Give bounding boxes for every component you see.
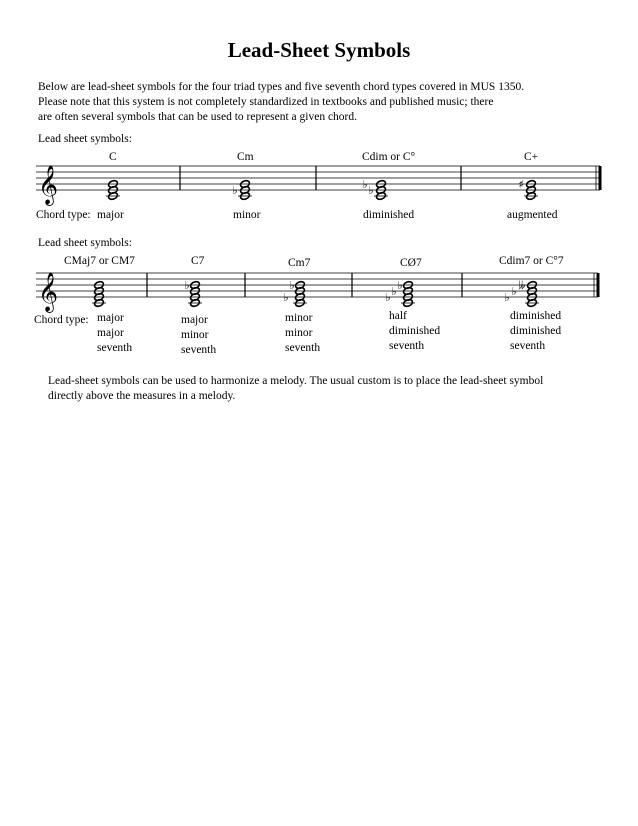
flat-icon: ♭ bbox=[511, 285, 517, 298]
chord-type-word: major bbox=[97, 327, 124, 339]
chord-type-word: minor bbox=[285, 327, 313, 339]
flat-icon: ♭ bbox=[289, 279, 295, 292]
flat-icon: ♭ bbox=[283, 291, 289, 304]
chord-type-word: seventh bbox=[510, 340, 546, 352]
chord-type-word: diminished bbox=[510, 325, 562, 337]
chord-type-word: seventh bbox=[97, 342, 133, 354]
chord-symbol: C+ bbox=[524, 151, 539, 163]
chord-type-word: half bbox=[389, 310, 407, 322]
chord-type-word: diminished bbox=[510, 310, 562, 322]
chord-type: minor bbox=[233, 209, 261, 221]
flat-icon: ♭ bbox=[397, 279, 403, 292]
chord-symbol: C bbox=[109, 151, 117, 163]
flat-icon: ♭ bbox=[391, 285, 397, 298]
flat-icon: ♭ bbox=[362, 178, 368, 191]
closing-line: Lead-sheet symbols can be used to harmonize a melody. The usual custom is to place the lead-sheet symbol bbox=[48, 375, 544, 387]
system2-label: Lead sheet symbols: bbox=[38, 237, 132, 249]
chord-type: major bbox=[97, 209, 124, 221]
intro-line: Below are lead-sheet symbols for the four triad types and five seventh chord types covered in MUS 1350. bbox=[38, 81, 525, 93]
chord-type-word: minor bbox=[181, 329, 209, 341]
chord-type-word: seventh bbox=[181, 344, 217, 356]
flat-icon: ♭ bbox=[385, 291, 391, 304]
treble-clef-icon: 𝄞 bbox=[37, 165, 59, 205]
treble-clef-icon: 𝄞 bbox=[37, 272, 59, 312]
chord-symbol: CØ7 bbox=[400, 257, 422, 269]
chord-symbol: C7 bbox=[191, 255, 205, 267]
chord-type-word: major bbox=[97, 312, 124, 324]
intro-line: are often several symbols that can be used to represent a given chord. bbox=[38, 111, 358, 123]
flat-icon: ♭ bbox=[232, 184, 238, 197]
chord-symbol: Cdim or C° bbox=[362, 151, 416, 163]
flat-icon: ♭ bbox=[504, 291, 510, 304]
chord-symbol: Cm bbox=[237, 151, 254, 163]
chord-symbol: Cdim7 or C°7 bbox=[499, 255, 564, 267]
chord-type-label: Chord type: bbox=[36, 209, 91, 221]
chord-type-word: minor bbox=[285, 312, 313, 324]
chord-type-word: diminished bbox=[389, 325, 441, 337]
system1-label: Lead sheet symbols: bbox=[38, 133, 132, 145]
intro-line: Please note that this system is not completely standardized in textbooks and published music; there bbox=[38, 96, 494, 108]
flat-icon: ♭ bbox=[368, 184, 374, 197]
chord-symbol: CMaj7 or CM7 bbox=[64, 255, 135, 267]
chord-type: diminished bbox=[363, 209, 415, 221]
chord-type: augmented bbox=[507, 209, 558, 221]
double-flat-icon: 𝄫 bbox=[518, 279, 526, 292]
sharp-icon: ♯ bbox=[518, 178, 524, 191]
chord-type-label: Chord type: bbox=[34, 314, 89, 326]
chord-type-word: seventh bbox=[389, 340, 425, 352]
chord-type-word: major bbox=[181, 314, 208, 326]
chord-symbol: Cm7 bbox=[288, 257, 311, 269]
flat-icon: ♭ bbox=[184, 279, 190, 292]
closing-line: directly above the measures in a melody. bbox=[48, 390, 236, 402]
chord-type-word: seventh bbox=[285, 342, 321, 354]
page-title: Lead-Sheet Symbols bbox=[227, 38, 411, 62]
